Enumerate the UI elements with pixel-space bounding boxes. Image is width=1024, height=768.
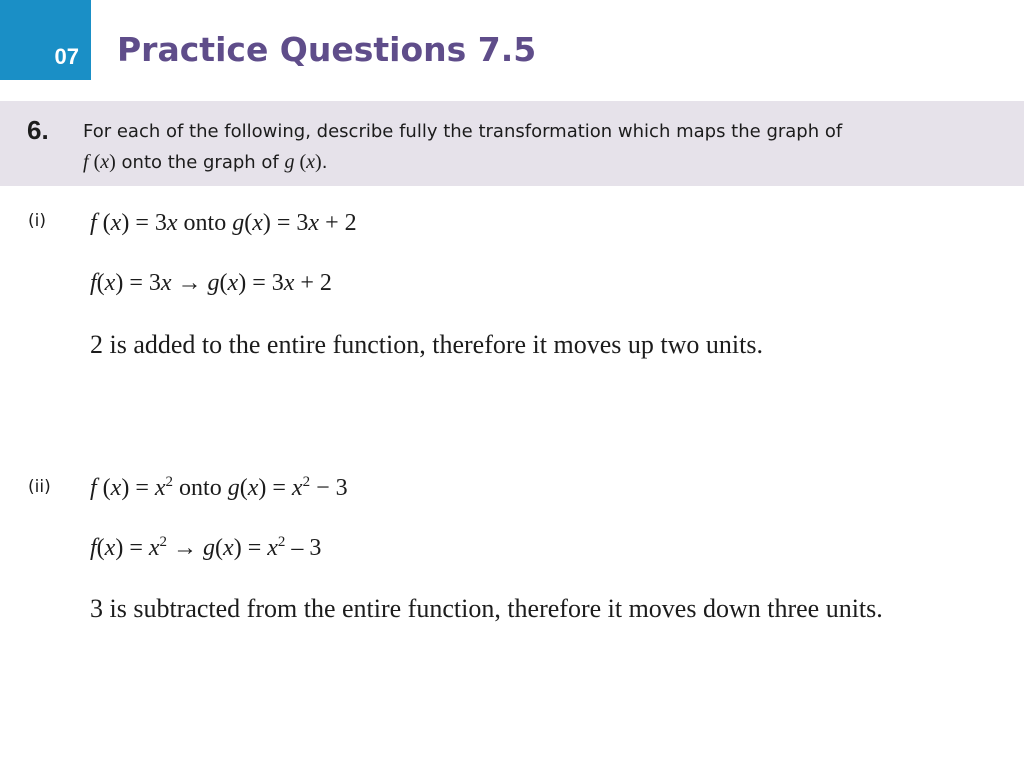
part-ii-statement: f $(x) = x^2$ onto $g(x) = x^2 - 3$ bbox=[90, 474, 348, 501]
part-i-statement: f (x) = 3x onto g(x) = 3x + 2 bbox=[90, 210, 357, 236]
part-label-ii: (ii) bbox=[28, 477, 51, 497]
question-line-2: f (x) onto the graph of g (x). bbox=[83, 151, 328, 173]
question-band bbox=[0, 101, 1024, 186]
chapter-number: 07 bbox=[54, 44, 79, 69]
page-title: Practice Questions 7.5 bbox=[117, 30, 537, 69]
chapter-badge bbox=[0, 0, 91, 80]
part-ii-answer: 3 is subtracted from the entire function, therefore it moves down three units. bbox=[90, 594, 883, 623]
part-ii-working: $f(x) = x^2 \to g(x) = x^2 - 3$ bbox=[90, 534, 322, 561]
question-number: 6. bbox=[27, 115, 49, 145]
question-line-1: For each of the following, describe fully the transformation which maps the graph of bbox=[83, 121, 843, 142]
part-label-i: (i) bbox=[28, 211, 46, 231]
part-i-working: f(x) = 3x → g(x) = 3x + 2 bbox=[90, 270, 332, 296]
part-i-answer: 2 is added to the entire function, therefore it moves up two units. bbox=[90, 330, 763, 359]
question-text bbox=[83, 117, 1003, 178]
